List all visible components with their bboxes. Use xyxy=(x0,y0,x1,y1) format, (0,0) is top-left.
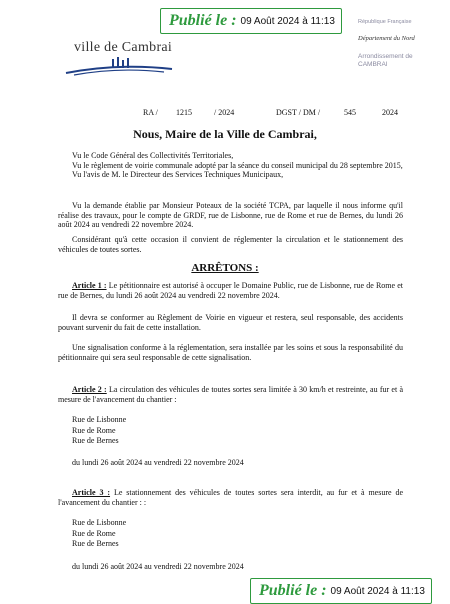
street-item: Rue de Bernes xyxy=(72,436,119,445)
published-datetime: 09 Août 2024 à 11:13 xyxy=(330,585,425,597)
ref-ra: RA / xyxy=(143,108,158,117)
demande-paragraph: Vu la demande établie par Monsieur Poteaux de la société TCPA, par laquelle il nous informe qu'il réalise des travaux, pour le compte de GRDF, rue de Lisbonne, rue de Rome et rue de Bernes, du lundi 26 août 2024 au vendredi 22 novembre 2024. xyxy=(58,201,403,230)
vu-block xyxy=(58,151,403,180)
article-3 xyxy=(58,488,403,507)
vu-item: Vu l'avis de M. le Directeur des Services Techniques Municipaux, xyxy=(72,170,284,180)
ref-dgst: DGST / DM / xyxy=(276,108,321,117)
vu-item: Vu le Code Général des Collectivités Territoriales, xyxy=(72,151,234,160)
article-1-paragraph-3: Une signalisation conforme à la réglementation, sera installée par les soins et sous la responsabilité du pétitionnaire qui sera seul responsable de cette signalisation. xyxy=(58,343,403,362)
article-3-street-list xyxy=(72,518,126,550)
vu-item: Vu le règlement de voirie communale adopté par la séance du conseil municipal du 28 septembre 2015, xyxy=(72,160,403,170)
article-1-paragraph-2: Il devra se conformer au Règlement de Voirie en vigueur et restera, seul responsable, des accidents pouvant survenir du fait de cette installation. xyxy=(58,313,403,332)
article-1-text: Le pétitionnaire est autorisé à occuper le Domaine Public, rue de Lisbonne, rue de Rome et rue de Bernes, du lundi 26 août 2024 au vendredi 22 novembre 2024. xyxy=(58,281,404,300)
street-item: Rue de Lisbonne xyxy=(72,518,127,527)
article-3-text: Le stationnement des véhicules de toutes sortes sera interdit, au fur et à mesure de l'avancement du chantier : : xyxy=(58,488,404,507)
city-logo-icon xyxy=(64,55,174,77)
arretons-heading: ARRÊTONS : xyxy=(191,262,259,274)
ref-ra-number: 1215 xyxy=(176,108,192,117)
published-label: Publié le : xyxy=(169,12,237,29)
article-3-period: du lundi 26 août 2024 au vendredi 22 novembre 2024 xyxy=(72,562,244,571)
article-1-label: Article 1 : xyxy=(72,281,107,290)
published-datetime: 09 Août 2024 à 11:13 xyxy=(240,15,335,27)
republique-label: République Française xyxy=(358,19,412,25)
article-2-text: La circulation des véhicules de toutes sortes sera limitée à 30 km/h et restreinte, au fur et à mesure de l'avancement du chantier : xyxy=(58,385,404,404)
ref-dgst-number: 545 xyxy=(344,108,356,117)
article-2-label: Article 2 : xyxy=(72,385,107,394)
document-title: Nous, Maire de la Ville de Cambrai, xyxy=(133,127,317,141)
article-2-street-list xyxy=(72,415,126,447)
article-2 xyxy=(58,385,403,404)
article-3-label: Article 3 : xyxy=(72,488,111,497)
street-item: Rue de Bernes xyxy=(72,539,119,548)
published-stamp-top xyxy=(160,8,342,34)
city-logo-text: ville de Cambrai xyxy=(74,40,173,55)
ref-ra-year: / 2024 xyxy=(214,108,235,117)
article-2-period: du lundi 26 août 2024 au vendredi 22 novembre 2024 xyxy=(72,458,244,467)
ref-dgst-year: 2024 xyxy=(382,108,398,117)
arrondissement-label: Arrondissement de CAMBRAI xyxy=(358,53,413,68)
departement-label: Département du Nord xyxy=(358,35,415,42)
published-stamp-bottom xyxy=(250,578,432,604)
street-item: Rue de Lisbonne xyxy=(72,415,127,424)
street-item: Rue de Rome xyxy=(72,425,116,435)
considerant-paragraph: Considérant qu'à cette occasion il convient de réglementer la circulation et le stationnement des véhicules de toutes sortes. xyxy=(58,235,403,254)
street-item: Rue de Rome xyxy=(72,528,116,538)
article-1 xyxy=(58,281,403,300)
published-label: Publié le : xyxy=(259,582,327,599)
